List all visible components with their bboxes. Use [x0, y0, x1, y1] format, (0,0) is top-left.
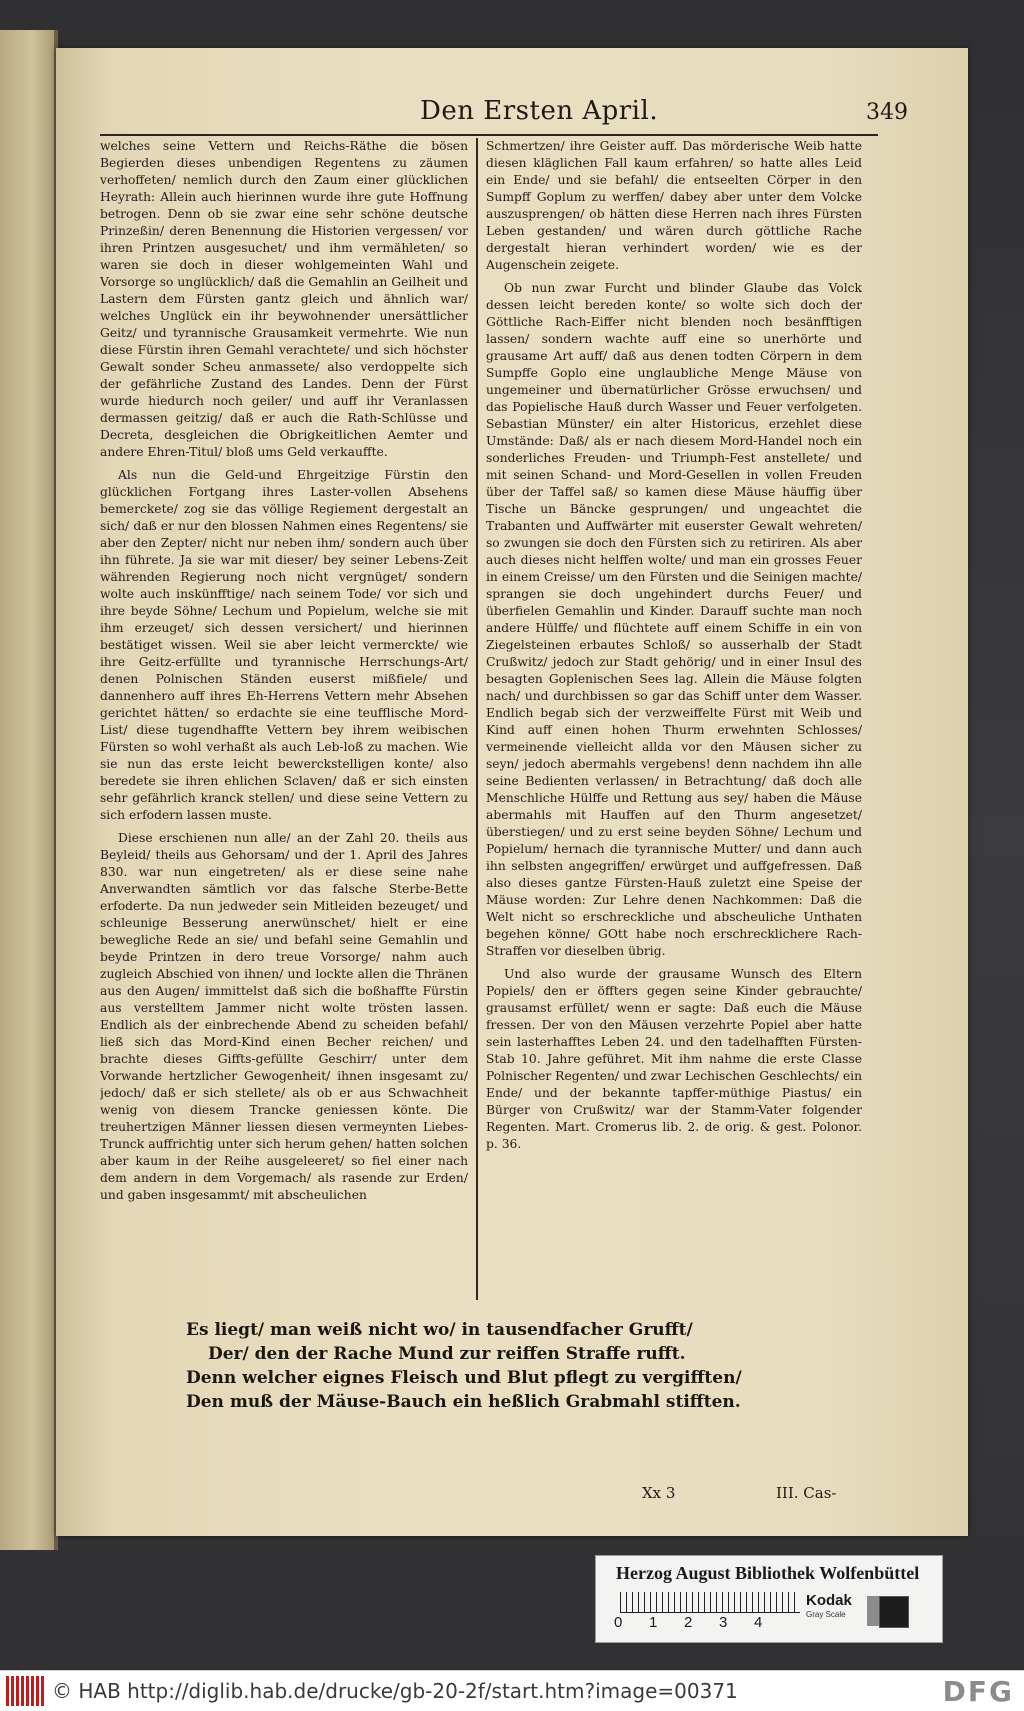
scale-number: 3	[719, 1614, 728, 1631]
paragraph: welches seine Vettern und Reichs-Räthe die bösen Begierden dieses unbendigen Regentens zu zäumen verhoffeten/ nemlich durch den Zaum einer glücklichen Heyrath: Allein auch hierinnen wurde ihre gute Hoffnung betrogen. Denn ob sie zwar eine sehr schöne deutsche Prinzeßin/ deren Benennung die Historien vergessen/ vor ihren Printzen ausgesuchet/ und ihm vermähleten/ so waren sie doch in dieser wohlgemeinten Wahl und Vorsorge so unglücklich/ daß die Gemahlin an Geilheit und Lastern dem Fürsten gantz gleich und ähnlich war/ welches Unglück ein ihr beywohnender unersättlicher Geitz/ und tyrannische Grausamkeit vermehrte. Wie nun diese Fürstin ihren Gemahl verachtete/ und sich höchster Gewalt sonder Scheu anmassete/ also verdoppelte sich der gefährliche Zustand des Landes. Denn der Fürst wurde hiedurch noch geiler/ und auff ihr Veranlassen dermassen geitzig/ daß er auch die Rath-Schlüsse und Decreta, desgleichen die Obrigkeitlichen Aemter und andere Ehren-Titul/ bloß ums Geld verkauffte.	[100, 139, 468, 459]
paragraph: Ob nun zwar Furcht und blinder Glaube das Volck dessen leicht bereden konte/ so wolte sich doch der Göttliche Rach-Eiffer nicht blenden noch besänfftigen lassen/ sondern wachte auff eine so unerhörte und grausame Art auff/ daß aus denen todten Cörpern in dem Sumpffe Goplo eine unglaubliche Menge Mäuse von ungemeiner und übernatürlicher Grösse erwuchsen/ und das Popielische Hauß durch Wasser und Feuer verfolgeten. Sebastian Münster/ ein alter Historicus, erzehlet diese Umstände: Daß/ als er nach diesem Mord-Handel noch ein sonderliches Freuden- und Triumph-Fest anstellete/ und mit seinen Schand- und Mord-Gesellen in vollen Freuden über der Taffel saß/ so kamen diese Mäuse häuffig über Tische un Bäncke gesprungen/ und ungeachtet die Trabanten und Auffwärter mit euserster Gewalt wehreten/ so zwungen sie doch den Fürsten sich zu retiriren. Als aber auch dieses nicht helffen wolte/ und man ein grosses Feuer in einem Creisse/ um den Fürsten und die Seinigen machte/ sprangen sie doch ungehindert durchs Feuer/ und überfielen Gemahlin und Kinder. Darauff suchte man noch andere Hülffe/ und flüchtete auff einem Schiffe in ein von Ziegelsteinen erbautes Schloß/ so ausserhalb der Stadt Crußwitz/ jedoch zur Stadt gehörig/ und in einer Insul des besagten Goplenischen Sees lag. Allein die Mäuse folgten nach/ und durchbissen so gar das Schiff unter dem Wasser. Endlich begab sich der verzweiffelte Fürst mit Weib und Kind auff einen hohen Thurm erwehnten Schlosses/ vermeinende vielleicht allda vor den Mäusen sicher zu seyn/ jedoch abermahls vergebens! denn nachdem ihn alle seine Bedienten verlassen/ in Betrachtung/ daß doch alle Menschliche Hülffe und Rettung aus sey/ haben die Mäuse abermahls mit Hauffen auf den Thurm angesetzet/ überstiegen/ und zu erst seine beyden Söhne/ Lechum und Popielum/ hernach die tyrannische Mutter/ und dann auch ihn selbsten angegriffen/ erwürget und auffgefressen. Daß also dieses gantze Fürsten-Hauß zuletzt eine Speise der Mäuse worden: Zur Lehre denen Nachkommen: Daß die Welt nicht so erschreckliche und abscheuliche Unthaten begehen könne/ GOtt habe noch erschrecklichere Rach-Straffen vor dieselben übrig.	[486, 281, 862, 958]
black-swatch	[879, 1596, 909, 1628]
poem-line: Es liegt/ man weiß nicht wo/ in tausendfacher Grufft/	[186, 1320, 693, 1340]
page-number: 349	[866, 100, 908, 125]
kodak-brand: Kodak	[806, 1592, 852, 1609]
footer-bar	[0, 1670, 1024, 1711]
paragraph: Diese erschienen nun alle/ an der Zahl 20. theils aus Beyleid/ theils aus Gehorsam/ und der 1. April des Jahres 830. war nun eingetreten/ als er diese seine nahe Anverwandten sämtlich vor das falsche Sterbe-Bette erfoderte. Da nun jedweder sein Mitleiden bezeuget/ und schleunige Besserung anerwünschet/ hielt er eine bewegliche Rede an sie/ und befahl seine Gemahlin und beyde Printzen in dero treue Vorsorge/ nahm auch zugleich Abschied von ihnen/ und lockte allen die Thränen aus den Augen/ immittelst daß sich die boßhaffte Fürstin aus verstelltem Jammer nicht wolte trösten lassen. Endlich als der einbrechende Abend zu scheiden befahl/ ließ sich das Mord-Kind einen Becher reichen/ und brachte dieses Giffts-gefüllte Geschirr/ unter dem Vorwande hertzlicher Gewogenheit/ ihnen insgesamt zu/ jedoch/ daß er sich stellete/ als ob er aus Schwachheit wenig von diesem Trancke geniessen könte. Die treuhertzigen Männer liessen diesen vermeynten Liebes-Trunck auffrichtig unter sich herum gehen/ hatten solchen aber kaum in der Reihe ausgeleeret/ so fiel einer nach dem andern in dem Vorgemach/ als rasende zur Erden/ und gaben insgesammt/ mit abscheulichen	[100, 831, 468, 1202]
scale-number: 2	[684, 1614, 693, 1631]
poem-line: Den muß der Mäuse-Bauch ein heßlich Grabmahl stifften.	[186, 1392, 741, 1412]
library-color-card	[595, 1555, 943, 1643]
paragraph: Schmertzen/ ihre Geister auff. Das mörderische Weib hatte diesen kläglichen Fall kaum erfahren/ so hatte alles Leid ein Ende/ und sie befahl/ die entseelten Cörper in den Sumpff Goplum zu werffen/ dabey aber unter dem Volcke auszusprengen/ ob hätten diese Herren nach ihres Fürsten Leben gestanden/ und wären durch göttliche Rache dergestalt hieran verhindert worden/ wie es der Augenschein zeigete.	[486, 139, 862, 272]
dfg-logo: DFG	[942, 1675, 1014, 1708]
scale-number: 1	[649, 1614, 658, 1631]
gray-scale-label: Gray Scale	[806, 1610, 846, 1619]
library-name: Herzog August Bibliothek Wolfenbüttel	[616, 1563, 920, 1583]
running-title: Den Ersten April.	[420, 96, 659, 126]
poem-line: Der/ den der Rache Mund zur reiffen Straffe rufft.	[208, 1344, 686, 1364]
signature-mark: Xx 3	[642, 1484, 676, 1502]
scale-number: 4	[754, 1614, 763, 1631]
book-page	[56, 48, 968, 1536]
scale-numbers	[614, 1614, 814, 1631]
closing-poem	[186, 1318, 746, 1414]
column-divider	[476, 138, 478, 1300]
ruler-scale	[620, 1592, 800, 1613]
text-columns	[100, 138, 880, 1300]
poem-line: Denn welcher eignes Fleisch und Blut pflegt zu vergifften/	[186, 1368, 742, 1388]
scale-number: 0	[614, 1614, 623, 1631]
previous-page-edge	[0, 30, 58, 1550]
right-column	[486, 138, 862, 1300]
catchword: III. Cas-	[776, 1484, 837, 1502]
paragraph: Als nun die Geld-und Ehrgeitzige Fürstin den glücklichen Fortgang ihres Laster-vollen Absehens bemerckete/ zog sie das völlige Regiement dergestalt an sich/ daß er nur den blossen Nahmen eines Regentens/ sie aber den Zepter/ nicht nur neben ihm/ sondern auch über ihn führete. Ja sie war mit dieser/ bey seiner Lebens-Zeit währenden Regierung noch nicht vergnüget/ sondern wolte auch inskünfftige/ nach seinem Tode/ vor sich und ihre beyde Söhne/ Lechum und Popielum, welche sie mit ihm erzeuget/ sich dessen versichert/ und hierinnen bestätiget wissen. Weil sie aber leicht vermerckte/ wie ihre Geitz-erfüllte und tyrannische Herrschungs-Art/ denen Polnischen Ständen euserst mißfiele/ und dannenhero auff ihres Eh-Herrens Vettern mehr Absehen gerichtet hätten/ so erdachte sie eine teufflische Mord-List/ diese tugendhaffte Vettern bey ihrem weibischen Fürsten so wohl verhaßt als auch Leb-loß zu machen. Wie sie nun das erste leicht bewerckstelligen konte/ also beredete sie ihren ehlichen Sclaven/ daß er sich einsten sehr gefährlich kranck stellen/ und diese seine Vettern zu sich erfodern lassen muste.	[100, 468, 468, 822]
copyright-url[interactable]: © HAB http://diglib.hab.de/drucke/gb-20-2f/start.htm?image=00371	[52, 1679, 738, 1703]
gray-swatch	[867, 1596, 879, 1626]
hab-barcode-logo-icon	[6, 1676, 44, 1706]
left-column	[100, 138, 468, 1300]
paragraph: Und also wurde der grausame Wunsch des Eltern Popiels/ den er öffters gegen seine Kinder gebrauchte/ grausamst erfüllet/ wenn er sagte: Daß euch die Mäuse fressen. Der von den Mäusen verzehrte Popiel aber hatte sein lasterhafftes Leben 24. und den tadelhafften Fürsten-Stab 10. Jahre geführet. Mit ihm nahme die erste Classe Polnischer Regenten/ und zwar Lechischen Geschlechts/ ein Ende/ und der bekannte tapffer-müthige Piastus/ ein Bürger von Crußwitz/ war der Stamm-Vater folgender Regenten. Mart. Cromerus lib. 2. de orig. & gest. Polonor. p. 36.	[486, 967, 862, 1151]
page-header	[100, 92, 908, 136]
